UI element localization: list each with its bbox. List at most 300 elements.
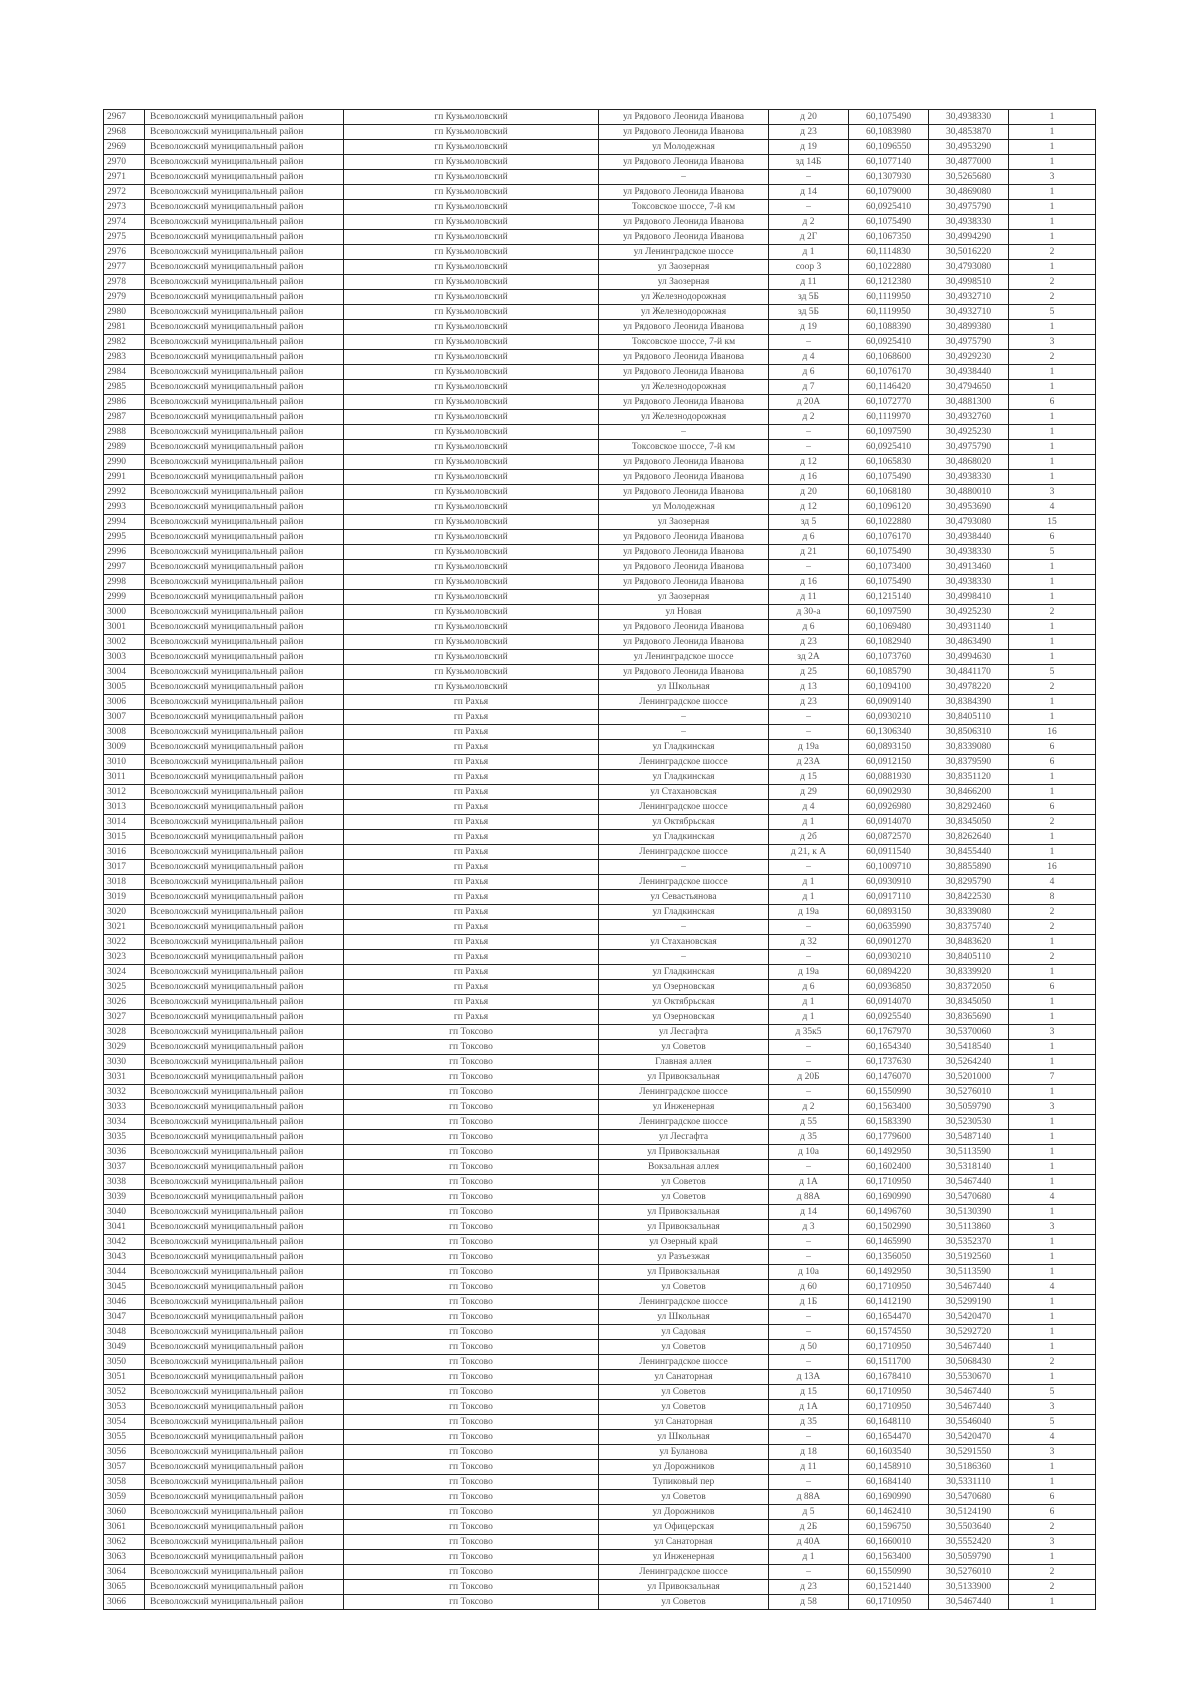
- settlement-cell: гп Токсово: [344, 1220, 599, 1235]
- table-row: [104, 545, 1096, 560]
- street-cell: ул Октябрьская: [599, 815, 769, 830]
- count-cell: 3: [1009, 1100, 1096, 1115]
- latitude-cell: 60,1476070: [849, 1070, 929, 1085]
- table-row: [104, 110, 1096, 125]
- street-cell: Вокзальная аллея: [599, 1160, 769, 1175]
- table-row: [104, 740, 1096, 755]
- row-number-cell: 3056: [104, 1445, 145, 1460]
- latitude-cell: 60,1306340: [849, 725, 929, 740]
- count-cell: 1: [1009, 695, 1096, 710]
- latitude-cell: 60,1710950: [849, 1340, 929, 1355]
- count-cell: 1: [1009, 560, 1096, 575]
- count-cell: 1: [1009, 470, 1096, 485]
- house-cell: д 21, к А: [769, 845, 849, 860]
- rayon-cell: Всеволожский муниципальный район: [145, 545, 344, 560]
- table-row: [104, 665, 1096, 680]
- longitude-cell: 30,5467440: [929, 1595, 1009, 1610]
- house-cell: д 19: [769, 140, 849, 155]
- row-number-cell: 3031: [104, 1070, 145, 1085]
- house-cell: д 10а: [769, 1145, 849, 1160]
- rayon-cell: Всеволожский муниципальный район: [145, 1550, 344, 1565]
- count-cell: 1: [1009, 1250, 1096, 1265]
- house-cell: д 5: [769, 1505, 849, 1520]
- settlement-cell: гп Кузьмоловский: [344, 110, 599, 125]
- count-cell: 3: [1009, 1445, 1096, 1460]
- longitude-cell: 30,5420470: [929, 1310, 1009, 1325]
- longitude-cell: 30,5276010: [929, 1565, 1009, 1580]
- count-cell: 1: [1009, 1160, 1096, 1175]
- table-row: [104, 1460, 1096, 1475]
- count-cell: 1: [1009, 710, 1096, 725]
- rayon-cell: Всеволожский муниципальный район: [145, 590, 344, 605]
- rayon-cell: Всеволожский муниципальный район: [145, 470, 344, 485]
- table-row: [104, 1565, 1096, 1580]
- latitude-cell: 60,1684140: [849, 1475, 929, 1490]
- settlement-cell: гп Кузьмоловский: [344, 245, 599, 260]
- settlement-cell: гп Кузьмоловский: [344, 320, 599, 335]
- row-number-cell: 2980: [104, 305, 145, 320]
- settlement-cell: гп Рахья: [344, 980, 599, 995]
- table-row: [104, 710, 1096, 725]
- house-cell: зд 14Б: [769, 155, 849, 170]
- street-cell: ул Буланова: [599, 1445, 769, 1460]
- latitude-cell: 60,1654340: [849, 1040, 929, 1055]
- settlement-cell: гп Токсово: [344, 1280, 599, 1295]
- longitude-cell: 30,5470680: [929, 1490, 1009, 1505]
- settlement-cell: гп Рахья: [344, 890, 599, 905]
- latitude-cell: 60,0914070: [849, 995, 929, 1010]
- settlement-cell: гп Рахья: [344, 845, 599, 860]
- longitude-cell: 30,4953290: [929, 140, 1009, 155]
- latitude-cell: 60,1511700: [849, 1355, 929, 1370]
- settlement-cell: гп Токсово: [344, 1025, 599, 1040]
- settlement-cell: гп Кузьмоловский: [344, 440, 599, 455]
- count-cell: 2: [1009, 275, 1096, 290]
- longitude-cell: 30,4793080: [929, 260, 1009, 275]
- rayon-cell: Всеволожский муниципальный район: [145, 1175, 344, 1190]
- house-cell: д 18: [769, 1445, 849, 1460]
- street-cell: ул Заозерная: [599, 275, 769, 290]
- house-cell: –: [769, 170, 849, 185]
- house-cell: д 11: [769, 1460, 849, 1475]
- street-cell: ул Инженерная: [599, 1550, 769, 1565]
- settlement-cell: гп Токсово: [344, 1535, 599, 1550]
- count-cell: 1: [1009, 455, 1096, 470]
- street-cell: Токсовское шоссе, 7-й км: [599, 200, 769, 215]
- longitude-cell: 30,4793080: [929, 515, 1009, 530]
- settlement-cell: гп Рахья: [344, 950, 599, 965]
- latitude-cell: 60,0894220: [849, 965, 929, 980]
- rayon-cell: Всеволожский муниципальный район: [145, 755, 344, 770]
- longitude-cell: 30,8351120: [929, 770, 1009, 785]
- rayon-cell: Всеволожский муниципальный район: [145, 695, 344, 710]
- house-cell: д 6: [769, 620, 849, 635]
- settlement-cell: гп Токсово: [344, 1415, 599, 1430]
- table-row: [104, 230, 1096, 245]
- table-row: [104, 290, 1096, 305]
- settlement-cell: гп Токсово: [344, 1190, 599, 1205]
- row-number-cell: 3066: [104, 1595, 145, 1610]
- rayon-cell: Всеволожский муниципальный район: [145, 1385, 344, 1400]
- settlement-cell: гп Кузьмоловский: [344, 575, 599, 590]
- house-cell: д 20Б: [769, 1070, 849, 1085]
- table-row: [104, 1415, 1096, 1430]
- street-cell: ул Привокзальная: [599, 1220, 769, 1235]
- table-row: [104, 1025, 1096, 1040]
- latitude-cell: 60,1072770: [849, 395, 929, 410]
- row-number-cell: 2989: [104, 440, 145, 455]
- count-cell: 1: [1009, 1010, 1096, 1025]
- house-cell: д 1: [769, 890, 849, 905]
- table-row: [104, 350, 1096, 365]
- latitude-cell: 60,1356050: [849, 1250, 929, 1265]
- house-cell: д 14: [769, 185, 849, 200]
- longitude-cell: 30,5230530: [929, 1115, 1009, 1130]
- street-cell: ул Советов: [599, 1175, 769, 1190]
- street-cell: ул Дорожников: [599, 1460, 769, 1475]
- rayon-cell: Всеволожский муниципальный район: [145, 1130, 344, 1145]
- street-cell: ул Севастьянова: [599, 890, 769, 905]
- table-row: [104, 410, 1096, 425]
- house-cell: д 35: [769, 1130, 849, 1145]
- row-number-cell: 3063: [104, 1550, 145, 1565]
- street-cell: ул Советов: [599, 1595, 769, 1610]
- row-number-cell: 2985: [104, 380, 145, 395]
- rayon-cell: Всеволожский муниципальный район: [145, 185, 344, 200]
- settlement-cell: гп Токсово: [344, 1385, 599, 1400]
- rayon-cell: Всеволожский муниципальный район: [145, 1340, 344, 1355]
- rayon-cell: Всеволожский муниципальный район: [145, 440, 344, 455]
- count-cell: 1: [1009, 1205, 1096, 1220]
- rayon-cell: Всеволожский муниципальный район: [145, 140, 344, 155]
- count-cell: 1: [1009, 440, 1096, 455]
- longitude-cell: 30,4931140: [929, 620, 1009, 635]
- house-cell: д 55: [769, 1115, 849, 1130]
- longitude-cell: 30,4794650: [929, 380, 1009, 395]
- longitude-cell: 30,5016220: [929, 245, 1009, 260]
- count-cell: 1: [1009, 1295, 1096, 1310]
- table-row: [104, 905, 1096, 920]
- longitude-cell: 30,8295790: [929, 875, 1009, 890]
- longitude-cell: 30,8455440: [929, 845, 1009, 860]
- row-number-cell: 3058: [104, 1475, 145, 1490]
- latitude-cell: 60,1075490: [849, 110, 929, 125]
- table-row: [104, 485, 1096, 500]
- street-cell: ул Привокзальная: [599, 1265, 769, 1280]
- longitude-cell: 30,5264240: [929, 1055, 1009, 1070]
- latitude-cell: 60,1096550: [849, 140, 929, 155]
- settlement-cell: гп Токсово: [344, 1130, 599, 1145]
- count-cell: 3: [1009, 485, 1096, 500]
- street-cell: ул Советов: [599, 1400, 769, 1415]
- house-cell: –: [769, 1040, 849, 1055]
- count-cell: 1: [1009, 845, 1096, 860]
- rayon-cell: Всеволожский муниципальный район: [145, 350, 344, 365]
- street-cell: ул Рядового Леонида Иванова: [599, 530, 769, 545]
- longitude-cell: 30,8422530: [929, 890, 1009, 905]
- house-cell: –: [769, 710, 849, 725]
- table-row: [104, 305, 1096, 320]
- latitude-cell: 60,1022880: [849, 260, 929, 275]
- count-cell: 2: [1009, 1565, 1096, 1580]
- latitude-cell: 60,1065830: [849, 455, 929, 470]
- street-cell: ул Рядового Леонида Иванова: [599, 665, 769, 680]
- row-number-cell: 2978: [104, 275, 145, 290]
- longitude-cell: 30,4881300: [929, 395, 1009, 410]
- house-cell: д 1: [769, 875, 849, 890]
- house-cell: д 1: [769, 1010, 849, 1025]
- table-row: [104, 980, 1096, 995]
- rayon-cell: Всеволожский муниципальный район: [145, 110, 344, 125]
- table-row: [104, 215, 1096, 230]
- rayon-cell: Всеволожский муниципальный район: [145, 215, 344, 230]
- house-cell: –: [769, 200, 849, 215]
- row-number-cell: 3011: [104, 770, 145, 785]
- count-cell: 3: [1009, 170, 1096, 185]
- settlement-cell: гп Кузьмоловский: [344, 230, 599, 245]
- latitude-cell: 60,1068180: [849, 485, 929, 500]
- row-number-cell: 2992: [104, 485, 145, 500]
- house-cell: зд 2А: [769, 650, 849, 665]
- table-row: [104, 1040, 1096, 1055]
- settlement-cell: гп Рахья: [344, 920, 599, 935]
- settlement-cell: гп Токсово: [344, 1100, 599, 1115]
- row-number-cell: 2991: [104, 470, 145, 485]
- row-number-cell: 2973: [104, 200, 145, 215]
- latitude-cell: 60,1710950: [849, 1385, 929, 1400]
- count-cell: 6: [1009, 1490, 1096, 1505]
- settlement-cell: гп Токсово: [344, 1580, 599, 1595]
- row-number-cell: 3017: [104, 860, 145, 875]
- longitude-cell: 30,5467440: [929, 1400, 1009, 1415]
- settlement-cell: гп Кузьмоловский: [344, 365, 599, 380]
- house-cell: д 2Г: [769, 230, 849, 245]
- rayon-cell: Всеволожский муниципальный район: [145, 320, 344, 335]
- longitude-cell: 30,4938330: [929, 215, 1009, 230]
- house-cell: д 29: [769, 785, 849, 800]
- latitude-cell: 60,1502990: [849, 1220, 929, 1235]
- latitude-cell: 60,1146420: [849, 380, 929, 395]
- settlement-cell: гп Токсово: [344, 1235, 599, 1250]
- street-cell: –: [599, 710, 769, 725]
- longitude-cell: 30,5418540: [929, 1040, 1009, 1055]
- latitude-cell: 60,1465990: [849, 1235, 929, 1250]
- longitude-cell: 30,4975790: [929, 335, 1009, 350]
- latitude-cell: 60,1574550: [849, 1325, 929, 1340]
- rayon-cell: Всеволожский муниципальный район: [145, 1475, 344, 1490]
- street-cell: ул Рядового Леонида Иванова: [599, 125, 769, 140]
- row-number-cell: 2999: [104, 590, 145, 605]
- house-cell: д 23А: [769, 755, 849, 770]
- house-cell: д 10а: [769, 1265, 849, 1280]
- count-cell: 1: [1009, 410, 1096, 425]
- count-cell: 1: [1009, 185, 1096, 200]
- count-cell: 4: [1009, 500, 1096, 515]
- latitude-cell: 60,1690990: [849, 1490, 929, 1505]
- table-row: [104, 575, 1096, 590]
- longitude-cell: 30,5192560: [929, 1250, 1009, 1265]
- house-cell: зд 5: [769, 515, 849, 530]
- rayon-cell: Всеволожский муниципальный район: [145, 1535, 344, 1550]
- latitude-cell: 60,1073760: [849, 650, 929, 665]
- settlement-cell: гп Токсово: [344, 1055, 599, 1070]
- rayon-cell: Всеволожский муниципальный район: [145, 560, 344, 575]
- latitude-cell: 60,1119950: [849, 290, 929, 305]
- table-row: [104, 1205, 1096, 1220]
- street-cell: ул Рядового Леонида Иванова: [599, 470, 769, 485]
- house-cell: д 12: [769, 455, 849, 470]
- row-number-cell: 3038: [104, 1175, 145, 1190]
- table-row: [104, 1490, 1096, 1505]
- table-row: [104, 1175, 1096, 1190]
- count-cell: 3: [1009, 1535, 1096, 1550]
- longitude-cell: 30,8466200: [929, 785, 1009, 800]
- count-cell: 6: [1009, 530, 1096, 545]
- table-row: [104, 1520, 1096, 1535]
- count-cell: 3: [1009, 1220, 1096, 1235]
- row-number-cell: 2970: [104, 155, 145, 170]
- count-cell: 1: [1009, 650, 1096, 665]
- table-row: [104, 800, 1096, 815]
- row-number-cell: 3001: [104, 620, 145, 635]
- row-number-cell: 2994: [104, 515, 145, 530]
- street-cell: ул Санаторная: [599, 1415, 769, 1430]
- street-cell: –: [599, 425, 769, 440]
- count-cell: 2: [1009, 950, 1096, 965]
- row-number-cell: 3037: [104, 1160, 145, 1175]
- house-cell: –: [769, 425, 849, 440]
- longitude-cell: 30,4938330: [929, 110, 1009, 125]
- row-number-cell: 2990: [104, 455, 145, 470]
- settlement-cell: гп Токсово: [344, 1265, 599, 1280]
- count-cell: 1: [1009, 1235, 1096, 1250]
- count-cell: 1: [1009, 620, 1096, 635]
- table-row: [104, 395, 1096, 410]
- count-cell: 4: [1009, 1280, 1096, 1295]
- rayon-cell: Всеволожский муниципальный район: [145, 1325, 344, 1340]
- latitude-cell: 60,1076170: [849, 365, 929, 380]
- settlement-cell: гп Кузьмоловский: [344, 470, 599, 485]
- latitude-cell: 60,0925540: [849, 1010, 929, 1025]
- rayon-cell: Всеволожский муниципальный район: [145, 815, 344, 830]
- longitude-cell: 30,5467440: [929, 1175, 1009, 1190]
- rayon-cell: Всеволожский муниципальный район: [145, 1085, 344, 1100]
- house-cell: д 4: [769, 800, 849, 815]
- table-row: [104, 380, 1096, 395]
- rayon-cell: Всеволожский муниципальный район: [145, 1250, 344, 1265]
- longitude-cell: 30,4877000: [929, 155, 1009, 170]
- latitude-cell: 60,1094100: [849, 680, 929, 695]
- latitude-cell: 60,1462410: [849, 1505, 929, 1520]
- longitude-cell: 30,5265680: [929, 170, 1009, 185]
- latitude-cell: 60,1550990: [849, 1565, 929, 1580]
- table-row: [104, 1595, 1096, 1610]
- table-row: [104, 200, 1096, 215]
- row-number-cell: 3030: [104, 1055, 145, 1070]
- longitude-cell: 30,5467440: [929, 1385, 1009, 1400]
- settlement-cell: гп Кузьмоловский: [344, 635, 599, 650]
- table-row: [104, 1325, 1096, 1340]
- settlement-cell: гп Токсово: [344, 1355, 599, 1370]
- settlement-cell: гп Рахья: [344, 995, 599, 1010]
- row-number-cell: 3051: [104, 1370, 145, 1385]
- house-cell: –: [769, 1235, 849, 1250]
- latitude-cell: 60,1710950: [849, 1400, 929, 1415]
- latitude-cell: 60,0925410: [849, 440, 929, 455]
- house-cell: –: [769, 1475, 849, 1490]
- latitude-cell: 60,0925410: [849, 200, 929, 215]
- longitude-cell: 30,5370060: [929, 1025, 1009, 1040]
- latitude-cell: 60,0911540: [849, 845, 929, 860]
- row-number-cell: 3064: [104, 1565, 145, 1580]
- street-cell: –: [599, 860, 769, 875]
- settlement-cell: гп Рахья: [344, 1010, 599, 1025]
- row-number-cell: 3061: [104, 1520, 145, 1535]
- row-number-cell: 3006: [104, 695, 145, 710]
- street-cell: ул Инженерная: [599, 1100, 769, 1115]
- count-cell: 1: [1009, 110, 1096, 125]
- table-row: [104, 1340, 1096, 1355]
- longitude-cell: 30,5467440: [929, 1280, 1009, 1295]
- latitude-cell: 60,0930210: [849, 710, 929, 725]
- rayon-cell: Всеволожский муниципальный район: [145, 980, 344, 995]
- table-row: [104, 260, 1096, 275]
- street-cell: ул Железнодорожная: [599, 290, 769, 305]
- street-cell: ул Школьная: [599, 1310, 769, 1325]
- latitude-cell: 60,1082940: [849, 635, 929, 650]
- rayon-cell: Всеволожский муниципальный район: [145, 425, 344, 440]
- rayon-cell: Всеволожский муниципальный район: [145, 635, 344, 650]
- street-cell: ул Гладкинская: [599, 770, 769, 785]
- row-number-cell: 2967: [104, 110, 145, 125]
- latitude-cell: 60,1215140: [849, 590, 929, 605]
- latitude-cell: 60,1563400: [849, 1100, 929, 1115]
- longitude-cell: 30,5059790: [929, 1100, 1009, 1115]
- longitude-cell: 30,4975790: [929, 200, 1009, 215]
- count-cell: 16: [1009, 860, 1096, 875]
- latitude-cell: 60,1690990: [849, 1190, 929, 1205]
- longitude-cell: 30,5068430: [929, 1355, 1009, 1370]
- longitude-cell: 30,5276010: [929, 1085, 1009, 1100]
- street-cell: ул Ленинградское шоссе: [599, 650, 769, 665]
- row-number-cell: 2981: [104, 320, 145, 335]
- street-cell: Ленинградское шоссе: [599, 695, 769, 710]
- house-cell: д 2Б: [769, 1520, 849, 1535]
- count-cell: 5: [1009, 665, 1096, 680]
- house-cell: д 1: [769, 245, 849, 260]
- house-cell: зд 5Б: [769, 290, 849, 305]
- street-cell: Ленинградское шоссе: [599, 1565, 769, 1580]
- rayon-cell: Всеволожский муниципальный район: [145, 935, 344, 950]
- house-cell: д 32: [769, 935, 849, 950]
- count-cell: 2: [1009, 920, 1096, 935]
- settlement-cell: гп Кузьмоловский: [344, 140, 599, 155]
- count-cell: 2: [1009, 1580, 1096, 1595]
- rayon-cell: Всеволожский муниципальный район: [145, 1205, 344, 1220]
- rayon-cell: Всеволожский муниципальный район: [145, 890, 344, 905]
- settlement-cell: гп Кузьмоловский: [344, 560, 599, 575]
- house-cell: –: [769, 1310, 849, 1325]
- street-cell: Ленинградское шоссе: [599, 755, 769, 770]
- longitude-cell: 30,4938330: [929, 470, 1009, 485]
- latitude-cell: 60,1075490: [849, 545, 929, 560]
- latitude-cell: 60,1077140: [849, 155, 929, 170]
- settlement-cell: гп Токсово: [344, 1595, 599, 1610]
- rayon-cell: Всеволожский муниципальный район: [145, 860, 344, 875]
- count-cell: 3: [1009, 1400, 1096, 1415]
- table-row: [104, 320, 1096, 335]
- count-cell: 2: [1009, 1355, 1096, 1370]
